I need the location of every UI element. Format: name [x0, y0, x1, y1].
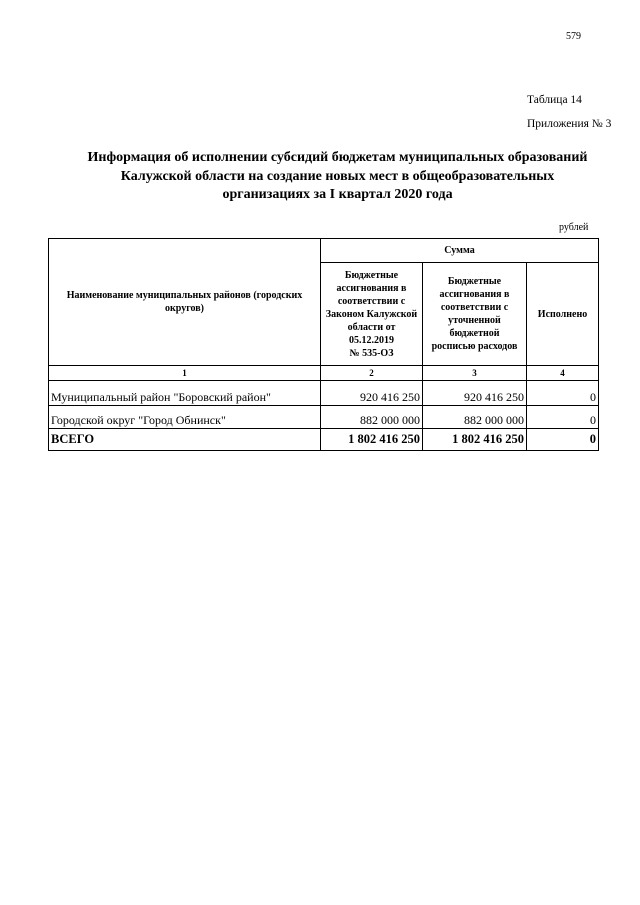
row-name: Муниципальный район "Боровский район" [49, 381, 321, 406]
row-revised-amount: 920 416 250 [423, 381, 527, 406]
header-law-column: Бюджетные ассигнования в соответствии с Законом Калужской области от 05.12.2019 № 535-ОЗ [321, 263, 423, 366]
column-number: 4 [527, 366, 599, 381]
row-law-amount: 882 000 000 [321, 406, 423, 429]
table-body [49, 239, 599, 451]
row-revised-amount: 882 000 000 [423, 406, 527, 429]
units-label: рублей [559, 222, 589, 233]
header-sum-group: Сумма [321, 239, 599, 263]
table-row [49, 406, 599, 429]
document-title: Информация об исполнении субсидий бюджетам муниципальных образований Калужской области на создание новых мест в общеобразовательных организациях за I квартал 2020 года [87, 150, 588, 202]
total-revised-amount: 1 802 416 250 [423, 429, 527, 451]
row-executed-amount: 0 [527, 406, 599, 429]
column-number: 3 [423, 366, 527, 381]
header-revised-column: Бюджетные ассигнования в соответствии с уточненной бюджетной росписью расходов [423, 263, 527, 366]
column-number-row [49, 366, 599, 381]
row-law-amount: 920 416 250 [321, 381, 423, 406]
total-row [49, 429, 599, 451]
subsidy-table [48, 238, 599, 451]
row-executed-amount: 0 [527, 381, 599, 406]
row-name: Городской округ "Город Обнинск" [49, 406, 321, 429]
column-number: 2 [321, 366, 423, 381]
total-executed-amount: 0 [527, 429, 599, 451]
appendix-label: Приложения № 3 [527, 118, 612, 130]
header-name-column: Наименование муниципальных районов (городских округов) [49, 239, 321, 366]
total-law-amount: 1 802 416 250 [321, 429, 423, 451]
page-number: 579 [566, 31, 581, 42]
table-row [49, 381, 599, 406]
column-number: 1 [49, 366, 321, 381]
header-executed-column: Исполнено [527, 263, 599, 366]
table-caption: Таблица 14 [527, 94, 582, 106]
table-header-row [49, 239, 599, 263]
total-label: ВСЕГО [49, 429, 321, 451]
